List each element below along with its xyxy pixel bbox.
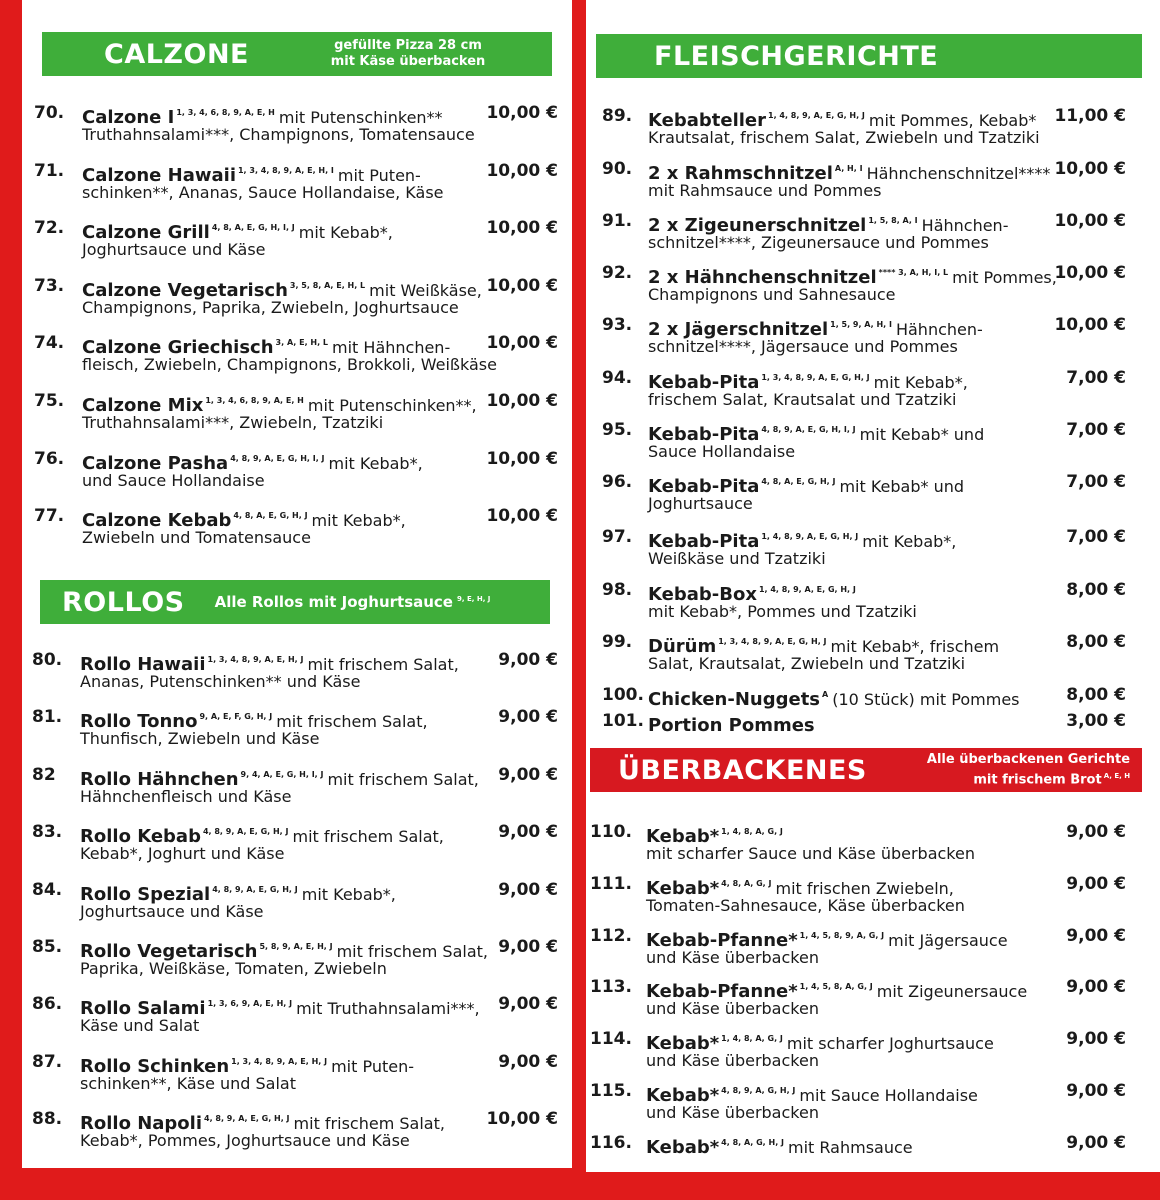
item-number: 92. — [602, 263, 633, 283]
item-allergen-codes: A, H, I — [834, 164, 863, 173]
item-allergen-codes: 1, 4, 8, 9, A, E, G, H, J — [761, 532, 859, 541]
item-name: Kebab-Pita — [648, 476, 760, 497]
item-description-2: Zwiebeln und Tomatensauce — [82, 528, 311, 548]
item-allergen-codes: 1, 4, 5, 8, A, G, J — [799, 982, 873, 992]
item-description-2: mit Rahmsauce und Pommes — [648, 181, 882, 200]
item-number: 73. — [34, 275, 65, 296]
item-description-2: schinken**, Käse und Salat — [80, 1073, 296, 1093]
item-price: 9,00 € — [498, 937, 558, 957]
menu-item — [34, 217, 558, 263]
item-price: 10,00 € — [1054, 263, 1126, 283]
item-allergen-codes: 1, 4, 5, 8, 9, A, G, J — [799, 930, 885, 940]
fleisch-title: FLEISCHGERICHTE — [654, 40, 939, 72]
item-description-2: Thunfisch, Zwiebeln und Käse — [80, 729, 320, 749]
menu-item — [602, 526, 1126, 572]
item-name: 2 x Zigeunerschnitzel — [648, 215, 867, 236]
item-number: 115. — [590, 1081, 632, 1101]
item-price: 9,00 € — [1066, 873, 1126, 894]
item-description-2: Kebab*, Pommes, Joghurtsauce und Käse — [80, 1131, 410, 1151]
menu-item — [34, 160, 558, 206]
item-allergen-codes: 1, 3, 4, 8, 9, A, E, G, H, J — [761, 373, 870, 382]
item-price: 10,00 € — [1054, 315, 1126, 335]
item-name: Calzone Hawaii — [82, 164, 236, 186]
item-description-2: mit Kebab*, Pommes und Tzatziki — [648, 602, 917, 621]
item-description-1: Hähnchenschnitzel**** — [866, 164, 1051, 183]
item-name: Kebab-Pita — [648, 531, 760, 552]
item-description-2: und Käse überbacken — [646, 1051, 819, 1071]
item-description-2: Hähnchenfleisch und Käse — [80, 786, 292, 806]
item-number: 97. — [602, 527, 633, 547]
item-name: Rollo Kebab — [80, 826, 201, 848]
item-name: Rollo Spezial — [80, 883, 211, 905]
item-number: 83. — [32, 822, 63, 843]
item-allergen-codes: 1, 3, 4, 8, 9, A, E, H, J — [207, 655, 304, 664]
item-allergen-codes: 4, 8, 9, A, E, G, H, I, J — [761, 425, 856, 434]
item-description-2: Joghurtsauce und Käse — [80, 901, 264, 921]
item-name: Calzone Vegetarisch — [82, 279, 288, 301]
item-allergen-codes: 4, 8, A, G, H, J — [721, 1137, 785, 1147]
ueber-title: ÜBERBACKENES — [618, 754, 867, 786]
item-allergen-codes: 1, 3, 4, 8, 9, A, E, H, J — [231, 1056, 328, 1066]
item-number: 91. — [602, 211, 633, 231]
item-number: 77. — [34, 506, 65, 527]
menu-item — [34, 390, 558, 436]
item-description-2: und Käse überbacken — [646, 947, 819, 967]
item-price: 9,00 € — [498, 650, 558, 670]
item-allergen-codes: 1, 3, 4, 6, 8, 9, A, E, H — [205, 396, 304, 405]
item-price: 10,00 € — [486, 160, 558, 181]
item-name: Rollo Tonno — [80, 711, 198, 733]
item-description-2: Truthahnsalami***, Champignons, Tomatensauce — [82, 125, 475, 144]
item-allergen-codes: 1, 3, 6, 9, A, E, H, J — [207, 999, 293, 1009]
menu-item — [602, 105, 1126, 151]
item-price: 9,00 € — [498, 764, 558, 785]
item-description-2: Tomaten-Sahnesauce, Käse überbacken — [646, 895, 965, 915]
menu-item — [602, 579, 1126, 625]
menu-item — [602, 262, 1126, 308]
menu-item — [602, 367, 1126, 413]
item-name: Kebab* — [646, 1136, 720, 1158]
item-allergen-codes: 1, 5, 8, A, I — [868, 216, 918, 225]
item-name: Chicken-Nuggets — [648, 689, 821, 710]
item-allergen-codes: 4, 8, 9, A, E, G, H, I, J — [230, 453, 325, 463]
item-description-1: mit frischen Zwiebeln, — [775, 878, 954, 898]
item-allergen-codes: 4, 8, 9, A, G, H, J — [721, 1086, 796, 1095]
item-name: 2 x Hähnchenschnitzel — [648, 267, 877, 288]
item-description-2: frischem Salat, Krautsalat und Tzatziki — [648, 390, 957, 409]
item-allergen-codes: 1, 4, 8, 9, A, E, G, H, J — [768, 111, 865, 120]
item-name: Rollo Hähnchen — [80, 768, 239, 790]
item-allergen-codes: 1, 3, 4, 6, 8, 9, A, E, H — [176, 108, 275, 117]
menu-item — [32, 821, 558, 867]
item-description-1: mit Kebab*, — [298, 223, 393, 243]
item-description-2: Truthahnsalami***, Zwiebeln, Tzatziki — [82, 413, 384, 432]
item-number: 71. — [34, 160, 65, 181]
item-price: 8,00 € — [1066, 685, 1126, 705]
item-number: 116. — [590, 1132, 632, 1153]
item-description-1: mit Pommes, Kebab* — [868, 111, 1037, 130]
item-price: 9,00 € — [1066, 822, 1126, 842]
item-allergen-codes: 4, 8, A, G, J — [721, 878, 772, 888]
item-allergen-codes: 4, 8, A, E, G, H, J — [761, 477, 836, 486]
menu-item — [590, 925, 1126, 971]
item-number: 76. — [34, 448, 65, 469]
item-description-1: mit Putenschinken** — [278, 108, 443, 127]
item-price: 10,00 € — [486, 275, 558, 296]
item-number: 94. — [602, 368, 633, 388]
item-description-2: schnitzel****, Zigeunersauce und Pommes — [648, 233, 989, 252]
item-description-2: Weißkäse und Tzatziki — [648, 549, 826, 568]
item-price: 9,00 € — [498, 822, 558, 843]
menu-item — [32, 649, 558, 695]
item-number: 111. — [590, 873, 632, 894]
item-description-1: mit Puten- — [331, 1056, 414, 1076]
fleisch-header — [596, 34, 1142, 78]
item-name: Calzone Grill — [82, 222, 210, 244]
menu-item — [590, 821, 1126, 867]
item-description-1: mit frischem Salat, — [276, 712, 428, 732]
item-description-2: Käse und Salat — [80, 1016, 200, 1036]
menu-item — [34, 448, 558, 494]
item-description-1: mit Truthahnsalami***, — [296, 999, 480, 1019]
item-price: 7,00 € — [1066, 368, 1126, 388]
item-number: 95. — [602, 420, 633, 440]
item-description-2: mit scharfer Sauce und Käse überbacken — [646, 844, 975, 863]
menu-item — [590, 873, 1126, 919]
rollos-subtitle: Alle Rollos mit Joghurtsauce $^{9, E, H, J}$ — [214, 593, 491, 611]
item-description-1: mit Kebab*, — [862, 532, 957, 551]
rollos-title: ROLLOS — [62, 586, 185, 618]
item-description-1: mit Pommes, — [952, 268, 1057, 287]
item-number: 112. — [590, 925, 632, 946]
item-name: Calzone Kebab — [82, 510, 232, 532]
item-price: 10,00 € — [486, 103, 558, 123]
item-number: 80. — [32, 650, 63, 670]
item-description-2: Ananas, Putenschinken** und Käse — [80, 672, 361, 691]
item-price: 9,00 € — [1066, 1132, 1126, 1153]
item-name: 2 x Rahmschnitzel — [648, 163, 833, 184]
item-price: 8,00 € — [1066, 632, 1126, 652]
menu-item — [32, 879, 558, 925]
item-name: Kebab* — [646, 1033, 720, 1055]
item-name: Calzone I — [82, 107, 175, 128]
item-number: 70. — [34, 103, 65, 123]
item-price: 9,00 € — [1066, 1081, 1126, 1101]
menu-item — [32, 764, 558, 810]
item-name: Kebab-Box — [648, 584, 757, 605]
item-allergen-codes: 9, 4, A, E, G, H, I, J — [240, 769, 324, 779]
item-price: 10,00 € — [486, 448, 558, 469]
item-number: 89. — [602, 106, 633, 126]
item-description-1: mit frischem Salat, — [292, 827, 444, 847]
menu-item — [32, 1108, 558, 1154]
item-price: 3,00 € — [1066, 711, 1126, 731]
item-allergen-codes: 1, 4, 8, 9, A, E, G, H, J — [758, 585, 856, 594]
item-description-2: Kebab*, Joghurt und Käse — [80, 844, 285, 864]
item-allergen-codes: **** 3, A, H, I, L — [878, 268, 949, 277]
ueber-header — [590, 748, 1142, 792]
item-description-2: schnitzel****, Jägersauce und Pommes — [648, 337, 958, 356]
item-description-1: mit frischem Salat, — [336, 942, 488, 961]
item-name: 2 x Jägerschnitzel — [648, 319, 829, 340]
item-price: 9,00 € — [498, 707, 558, 728]
item-description-1: mit Kebab*, — [301, 884, 396, 904]
item-price: 10,00 € — [486, 391, 558, 411]
item-price: 9,00 € — [498, 1051, 558, 1072]
item-price: 10,00 € — [1054, 211, 1126, 231]
item-price: 11,00 € — [1054, 106, 1126, 126]
item-description-2: schinken**, Ananas, Sauce Hollandaise, Käse — [82, 182, 444, 202]
item-price: 10,00 € — [1054, 159, 1126, 179]
menu-item — [602, 631, 1126, 677]
item-name: Kebab-Pfanne* — [646, 981, 798, 1003]
item-description-2: Paprika, Weißkäse, Tomaten, Zwiebeln — [80, 959, 387, 978]
item-allergen-codes: 4, 8, 9, A, E, G, H, J — [202, 827, 289, 837]
item-name: Kebab* — [646, 826, 720, 847]
item-allergen-codes: 1, 4, 8, A, G, J — [721, 1034, 783, 1044]
item-line-1 — [646, 1132, 913, 1159]
menu-item — [602, 314, 1126, 360]
item-description-2: Krautsalat, frischem Salat, Zwiebeln und Tzatziki — [648, 128, 1040, 147]
item-price: 8,00 € — [1066, 580, 1126, 600]
menu-item — [590, 976, 1126, 1022]
item-description-1: mit Kebab* und — [859, 425, 985, 444]
ueber-subtitle: Alle überbackenen Gerichte mit frischem Brot $^{A, E, H}$ — [926, 751, 1131, 788]
item-name: Rollo Salami — [80, 998, 206, 1020]
menu-item — [590, 1080, 1126, 1126]
item-allergen-codes: 1, 5, 9, A, H, I — [830, 320, 892, 329]
item-allergen-codes: A — [822, 690, 829, 699]
item-allergen-codes: 1, 3, 4, 8, 9, A, E, H, I — [237, 165, 334, 175]
item-description-2: und Sauce Hollandaise — [82, 470, 265, 490]
item-allergen-codes: 9, A, E, F, G, H, J — [199, 712, 273, 722]
menu-item — [590, 1028, 1126, 1074]
item-description-1: mit frischem Salat, — [293, 1114, 445, 1134]
item-description-1: mit Kebab*, — [311, 511, 406, 531]
item-allergen-codes: 5, 8, 9, A, E, H, J — [259, 942, 333, 951]
item-price: 7,00 € — [1066, 420, 1126, 440]
item-price: 9,00 € — [1066, 977, 1126, 998]
item-description-2: Champignons und Sahnesauce — [648, 285, 896, 304]
item-description-1: mit Rahmsauce — [788, 1137, 913, 1157]
item-number: 90. — [602, 159, 633, 179]
item-number: 81. — [32, 707, 63, 728]
item-allergen-codes: 4, 8, 9, A, E, G, H, J — [204, 1114, 290, 1124]
menu-item — [602, 210, 1126, 256]
item-number: 87. — [32, 1051, 63, 1072]
item-name: Kebab-Pita — [648, 424, 760, 445]
calzone-header — [42, 32, 552, 76]
item-name: Calzone Pasha — [82, 452, 229, 474]
right-panel — [586, 0, 1160, 1172]
menu-item — [602, 471, 1126, 517]
item-description-1: mit Kebab*, — [328, 453, 423, 473]
item-name: Portion Pommes — [648, 715, 815, 736]
item-price: 9,00 € — [1066, 925, 1126, 946]
menu-item — [590, 1132, 1126, 1178]
item-allergen-codes: 4, 8, A, E, G, H, I, J — [211, 223, 295, 233]
item-number: 85. — [32, 937, 63, 957]
item-line-1 — [648, 684, 1020, 711]
item-number: 114. — [590, 1029, 632, 1050]
calzone-subtitle: gefüllte Pizza 28 cm mit Käse überbacken — [330, 38, 486, 69]
item-description-2: und Käse überbacken — [646, 999, 819, 1019]
item-description-2: Joghurtsauce — [648, 494, 753, 513]
item-allergen-codes: 1, 4, 8, A, G, J — [721, 827, 783, 836]
menu-item — [32, 936, 558, 982]
item-number: 75. — [34, 391, 65, 411]
item-name: Calzone Griechisch — [82, 337, 274, 359]
item-price: 7,00 € — [1066, 527, 1126, 547]
item-allergen-codes: 4, 8, 9, A, E, G, H, J — [212, 884, 298, 894]
item-number: 110. — [590, 822, 632, 842]
item-description-1: mit Puten- — [337, 165, 421, 185]
item-description-1: mit Weißkäse, — [369, 280, 482, 300]
item-number: 84. — [32, 879, 63, 900]
item-number: 88. — [32, 1109, 63, 1130]
item-name: Rollo Vegetarisch — [80, 941, 258, 962]
item-description-1: Hähnchen- — [895, 320, 983, 339]
item-price: 10,00 € — [486, 218, 558, 239]
item-allergen-codes: 3, A, E, H, L — [275, 338, 329, 348]
item-description-1: mit Zigeunersauce — [876, 982, 1028, 1002]
menu-item — [34, 275, 558, 321]
item-description-2: Joghurtsauce und Käse — [82, 240, 266, 260]
item-number: 74. — [34, 333, 65, 354]
item-name: Kebab-Pita — [648, 372, 760, 393]
item-description-2: Sauce Hollandaise — [648, 442, 796, 461]
menu-item — [34, 505, 558, 551]
item-description-2: Champignons, Paprika, Zwiebeln, Joghurtsauce — [82, 297, 459, 317]
item-description-1: mit scharfer Joghurtsauce — [786, 1034, 994, 1054]
item-number: 72. — [34, 218, 65, 239]
item-allergen-codes: 4, 8, A, E, G, H, J — [233, 511, 308, 521]
item-number: 99. — [602, 632, 633, 652]
item-description-1: mit frischem Salat, — [327, 769, 479, 789]
item-price: 10,00 € — [486, 1109, 558, 1130]
item-price: 10,00 € — [486, 506, 558, 527]
item-description-1: (10 Stück) mit Pommes — [832, 690, 1020, 709]
left-panel — [22, 0, 572, 1168]
item-name: Kebab* — [646, 877, 720, 899]
item-description-1: mit Kebab* und — [839, 477, 965, 496]
item-name: Rollo Hawaii — [80, 654, 206, 675]
item-name: Dürüm — [648, 636, 717, 657]
item-price: 7,00 € — [1066, 472, 1126, 492]
item-name: Calzone Mix — [82, 395, 204, 416]
menu-item — [32, 706, 558, 752]
item-description-2: fleisch, Zwiebeln, Champignons, Brokkoli, Weißkäse — [82, 355, 497, 375]
item-description-1: mit Putenschinken**, — [307, 396, 477, 415]
menu-item — [34, 102, 558, 148]
item-allergen-codes: 1, 3, 4, 8, 9, A, E, G, H, J — [718, 637, 827, 646]
menu-item — [32, 993, 558, 1039]
item-description-1: mit Kebab*, frischem — [830, 637, 1000, 656]
menu-item — [602, 158, 1126, 204]
item-price: 10,00 € — [486, 333, 558, 354]
item-description-1: mit Jägersauce — [888, 930, 1008, 950]
menu-item — [32, 1051, 558, 1097]
item-description-2: Salat, Krautsalat, Zwiebeln und Tzatziki — [648, 654, 966, 673]
item-name: Rollo Schinken — [80, 1055, 230, 1077]
menu-item — [602, 419, 1126, 465]
item-number: 113. — [590, 977, 632, 998]
item-line-1 — [648, 710, 821, 737]
item-name: Kebabteller — [648, 110, 766, 131]
item-name: Kebab* — [646, 1085, 720, 1106]
item-number: 96. — [602, 472, 633, 492]
item-price: 9,00 € — [498, 879, 558, 900]
item-name: Rollo Napoli — [80, 1113, 203, 1135]
item-description-1: mit Hähnchen- — [332, 338, 451, 358]
item-price: 9,00 € — [1066, 1029, 1126, 1050]
item-number: 86. — [32, 994, 63, 1015]
item-number: 93. — [602, 315, 633, 335]
item-description-1: mit Sauce Hollandaise — [799, 1086, 978, 1105]
rollos-header — [40, 580, 550, 624]
item-description-1: Hähnchen- — [921, 216, 1009, 235]
item-number: 98. — [602, 580, 633, 600]
item-description-2: und Käse überbacken — [646, 1103, 819, 1122]
item-number: 82 — [32, 764, 56, 785]
item-number: 101. — [602, 711, 644, 731]
item-number: 100. — [602, 685, 644, 705]
item-allergen-codes: 3, 5, 8, A, E, H, L — [289, 280, 366, 290]
item-description-1: mit frischem Salat, — [307, 655, 459, 674]
item-name: Kebab-Pfanne* — [646, 929, 798, 951]
item-description-1: mit Kebab*, — [873, 373, 968, 392]
calzone-title: CALZONE — [104, 38, 249, 70]
item-price: 9,00 € — [498, 994, 558, 1015]
menu-item — [34, 332, 558, 378]
